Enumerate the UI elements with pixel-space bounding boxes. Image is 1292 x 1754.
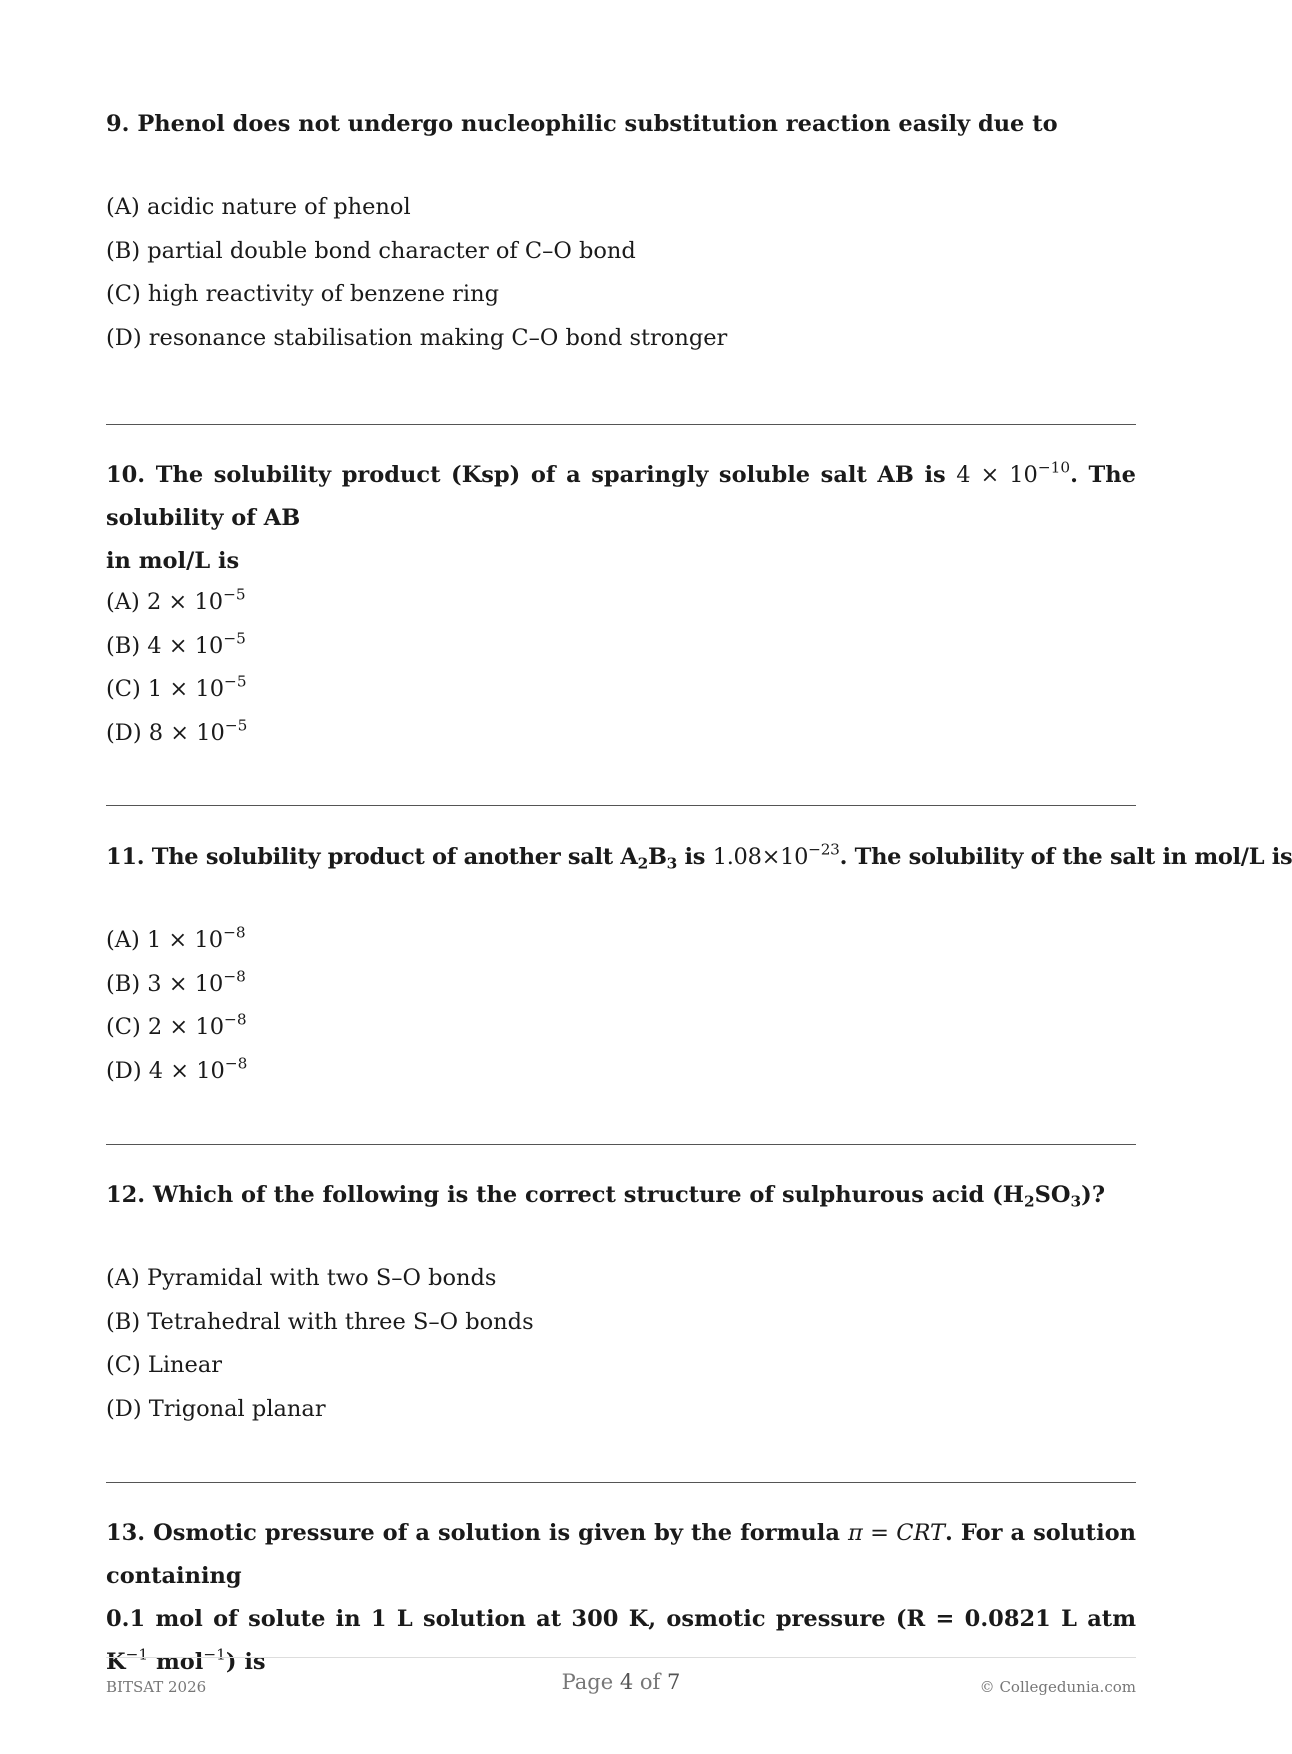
option-b[interactable]: (B) $3 \times 10^{-8}$ <box>106 967 246 997</box>
option-a[interactable]: (A) $1 \times 10^{-8}$ <box>106 923 246 953</box>
divider <box>106 805 1136 806</box>
option-a[interactable]: (A) $2 \times 10^{-5}$ <box>106 585 246 615</box>
page-footer <box>106 1670 1136 1704</box>
exam-page <box>106 0 1292 1754</box>
divider <box>106 1144 1136 1145</box>
question-9-options <box>106 186 727 360</box>
question-9 <box>106 103 1136 351</box>
divider <box>106 424 1136 425</box>
footer-divider <box>106 1657 1136 1658</box>
question-9-stem: 9. Phenol does not undergo nucleophilic substitution reaction easily due to <box>106 111 1058 137</box>
option-a[interactable]: (A) Pyramidal with two S–O bonds <box>106 1265 497 1291</box>
question-10-options <box>106 581 247 755</box>
question-13-stem: 13. Osmotic pressure of a solution is given by the formula π = CRT. For a solution containing 0.1 mol of solute in 1 L solution at 300 K, osmotic pressure (R = 0.0821 L atm $K^{-1}$ mol$^{-1}$) is <box>106 1520 1136 1675</box>
option-c[interactable]: (C) high reactivity of benzene ring <box>106 281 500 307</box>
footer-copyright: © Collegedunia.com <box>979 1678 1136 1696</box>
question-11-stem: 11. The solubility product of another salt $A_2B_3$ is $1.08\times 10^{-23}$. The solubility of the salt in mol/L is <box>106 840 1292 873</box>
question-11-options <box>106 919 247 1093</box>
question-11 <box>106 836 1292 1084</box>
option-d[interactable]: (D) $8 \times 10^{-5}$ <box>106 716 248 746</box>
question-12-options <box>106 1257 534 1431</box>
option-d[interactable]: (D) $4 \times 10^{-8}$ <box>106 1054 248 1084</box>
option-a[interactable]: (A) acidic nature of phenol <box>106 194 411 220</box>
option-b[interactable]: (B) Tetrahedral with three S–O bonds <box>106 1308 534 1335</box>
option-c[interactable]: (C) $1 \times 10^{-5}$ <box>106 672 247 702</box>
question-13 <box>106 1512 1136 1684</box>
question-10 <box>106 454 1136 746</box>
option-d[interactable]: (D) resonance stabilisation making C–O bond stronger <box>106 324 728 351</box>
option-b[interactable]: (B) partial double bond character of C–O bond <box>106 237 636 264</box>
question-10-stem: 10. The solubility product (Ksp) of a sparingly soluble salt AB is $4 \times 10^{-10}$. The solubility of AB in mol/L is <box>106 458 1136 574</box>
question-12-stem: 12. Which of the following is the correct structure of sulphurous acid $(H_2SO_3)$? <box>106 1182 1106 1211</box>
option-d[interactable]: (D) Trigonal planar <box>106 1395 326 1422</box>
footer-exam-name: BITSAT 2026 <box>106 1678 207 1696</box>
option-c[interactable]: (C) Linear <box>106 1352 223 1378</box>
option-c[interactable]: (C) $2 \times 10^{-8}$ <box>106 1010 247 1040</box>
option-b[interactable]: (B) $4 \times 10^{-5}$ <box>106 629 246 659</box>
question-12 <box>106 1174 1136 1422</box>
page-number: Page 4 of 7 <box>561 1670 681 1694</box>
divider <box>106 1482 1136 1483</box>
